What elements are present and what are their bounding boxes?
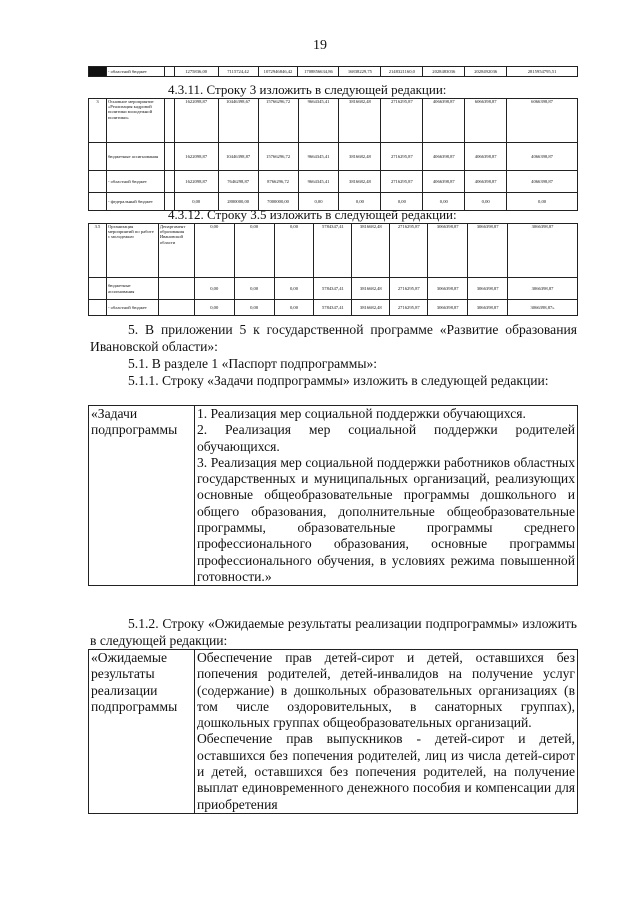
table-row: 3 Основное мероприятие «Реализация кадровой политики молодежной политики» 1622098,87 10446398,67 15766296,72 9664345,41 3816682,48 2716295,87 4066398,87 6066398,87 6066398,87 — [89, 99, 578, 143]
results-table — [88, 649, 578, 814]
table-row: - областной бюджет 1275836,00 7115724,42 1072946846,42 1708856634,86 16838229,75 2148321160,0 2028483036 2028492036 2815954795,51 — [89, 67, 578, 77]
heading-4-3-11: 4.3.11. Строку 3 изложить в следующей редакции: — [168, 82, 447, 97]
results-label: «Ожидаемые результаты реализации подпрограммы — [89, 650, 195, 814]
row-label: - областной бюджет — [106, 67, 164, 77]
row-number: 3.5 — [89, 224, 107, 278]
task-item: 2. Реализация мер социальной поддержки родителей обучающихся. — [196, 422, 575, 454]
table-row — [89, 406, 578, 586]
task-item: 3. Реализация мер социальной поддержки работников областных государственных и муниципальных организаций, реализующих основные общеобразовательные программы дошкольного и общего образования, дополнительные общеобразовательные программы, образовательные программы среднего профессионального образования, основные программы профессионального обучения, в условиях режима повышенной готовности.» — [196, 454, 575, 584]
paragraph-5-1: 5.1. В разделе 1 «Паспорт подпрограммы»: — [128, 356, 378, 371]
table-row-3 — [88, 98, 578, 211]
table-row: - федеральный бюджет 0,00 2800000,00 7000000,00 0,00 0,00 0,00 0,00 0,00 0,00 — [89, 193, 578, 211]
tasks-label: «Задачи подпрограммы — [89, 406, 195, 586]
table-top-row — [88, 66, 578, 77]
table-row: - областной бюджет 1622098,87 7646298,87 8766296,72 9664345,41 3816682,48 2716295,87 4066398,87 4066398,87 4066398,87 — [89, 171, 578, 193]
page-number: 19 — [313, 38, 327, 53]
paragraph-5-1-2: 5.1.2. Строку «Ожидаемые результаты реализации подпрограммы» изложить в следующей редакции: — [90, 616, 577, 648]
table-row — [89, 650, 578, 814]
paragraph-5-1-1: 5.1.1. Строку «Задачи подпрограммы» изложить в следующей редакции: — [128, 373, 549, 388]
table-row: бюджетные ассигнования 1622098,87 10446398,87 15766296,72 9664345,41 3816682,48 2716295,87 4066398,87 4066398,87 4066398,87 — [89, 143, 578, 171]
table-row: 3.5 Организация мероприятий по работе с молодежью Департамент образования Ивановской области 0,00 0,00 0,00 5784347,41 3816682,48 2716295,87 3066398,87 3066398,87 3066398,87 — [89, 224, 578, 278]
table-row: - областной бюджет 0,00 0,00 0,00 5784347,41 3816682,48 2716295,87 3066398,87 3066398,87 3066398,87» — [89, 300, 578, 316]
table-row-3-5 — [88, 223, 578, 316]
task-item: 1. Реализация мер социальной поддержки обучающихся. — [196, 406, 526, 421]
paragraph-5: 5. В приложении 5 к государственной программе «Развитие образования Ивановской области»: — [90, 322, 577, 354]
tasks-table — [88, 405, 578, 586]
row-number: 3 — [89, 99, 107, 143]
result-item: Обеспечение прав детей-сирот и детей, оставшихся без попечения родителей, детей-инвалидов на получение услуг (содержание) в дошкольных образовательных организациях (в том числе оздоровительных, в санаторных группах), дошкольных группах общеобразовательных организаций. — [196, 650, 575, 731]
executor: Департамент образования Ивановской области — [158, 224, 194, 278]
heading-4-3-12: 4.3.12. Строку 3.5 изложить в следующей редакции: — [168, 207, 457, 222]
result-item: Обеспечение прав выпускников - детей-сирот и детей, оставшихся без попечения родителей, лиц из числа детей-сирот и детей, оставшихся без попечения родителей, на получение выплат единовременного денежного пособия и компенсации для приобретения — [196, 731, 575, 812]
table-row: бюджетные ассигнования 0,00 0,00 0,00 5784347,41 3816682,48 2716295,87 3066398,87 3066398,87 3066398,87 — [89, 278, 578, 300]
